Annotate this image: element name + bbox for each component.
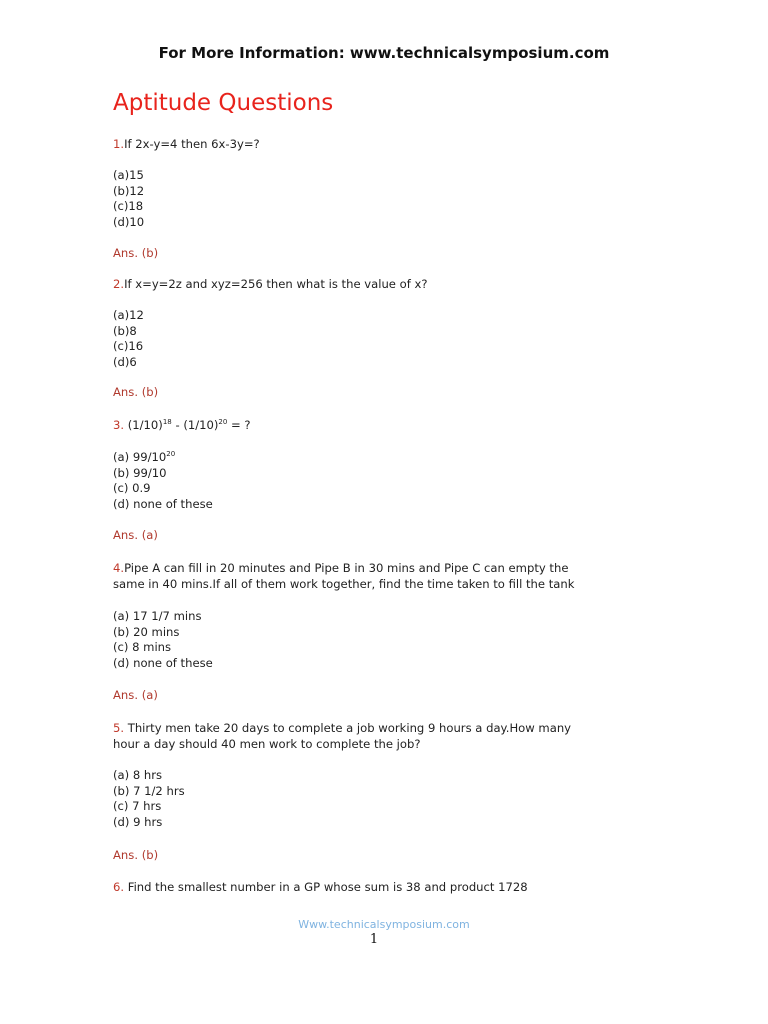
question-text: If x=y=2z and xyz=256 then what is the value of x?	[124, 277, 428, 291]
question-text: Find the smallest number in a GP whose sum is 38 and product 1728	[124, 880, 528, 894]
option: (a) 17 1/7 mins	[113, 609, 202, 623]
footer-link[interactable]: Www.technicalsymposium.com	[298, 918, 470, 931]
question-number: 2.	[113, 277, 125, 291]
question-3	[113, 418, 251, 434]
question-text: Pipe A can fill in 20 minutes and Pipe B in 30 mins and Pipe C can empty the	[124, 561, 569, 575]
option: (b) 7 1/2 hrs	[113, 783, 185, 798]
question-number: 6.	[113, 880, 125, 894]
question-4	[113, 561, 574, 592]
option: (d) none of these	[113, 655, 213, 670]
question-text: If 2x-y=4 then 6x-3y=?	[124, 137, 260, 151]
option: (d) none of these	[113, 496, 213, 511]
page-title: Aptitude Questions	[113, 90, 334, 116]
question-4-options	[113, 609, 213, 671]
question-2-options	[113, 308, 144, 370]
answer-5: Ans. (b)	[113, 848, 159, 862]
question-3-options	[113, 450, 213, 512]
exponent: 20	[218, 418, 228, 426]
option: (d)10	[113, 214, 145, 229]
exponent: 18	[162, 418, 172, 426]
page-number: 1	[369, 932, 379, 947]
answer-1: Ans. (b)	[113, 246, 159, 260]
option: (b) 99/10	[113, 465, 167, 480]
option: (c) 8 mins	[113, 640, 172, 654]
option: (c) 7 hrs	[113, 799, 162, 813]
question-5	[113, 721, 571, 752]
option: (c)18	[113, 199, 144, 213]
question-1-options	[113, 168, 144, 230]
question-number: 1.	[113, 137, 125, 151]
option: (b)8	[113, 323, 137, 338]
option: (a) 8 hrs	[113, 768, 163, 782]
option: (d)6	[113, 354, 137, 369]
answer-3: Ans. (a)	[113, 528, 158, 542]
option: (b)12	[113, 183, 145, 198]
option: (c)16	[113, 339, 144, 353]
answer-2: Ans. (b)	[113, 385, 159, 399]
question-text: Thirty men take 20 days to complete a job working 9 hours a day.How many	[124, 721, 572, 735]
question-2	[113, 277, 428, 293]
exponent: 20	[166, 450, 176, 458]
question-text: hour a day should 40 men work to complete the job?	[113, 736, 421, 751]
expression-part: - (1/10)	[171, 418, 219, 432]
question-5-options	[113, 768, 185, 830]
answer-4: Ans. (a)	[113, 688, 158, 702]
question-number: 4.	[113, 561, 125, 575]
option: (a) $99/10^{20}$	[113, 450, 176, 464]
question-text: same in 40 mins.If all of them work together, find the time taken to fill the tank	[113, 576, 575, 591]
question-6	[113, 880, 528, 896]
option: (d) 9 hrs	[113, 814, 163, 829]
question-number: 5.	[113, 721, 125, 735]
option: (c) 0.9	[113, 481, 151, 495]
option: (a)15	[113, 168, 144, 182]
expression-part: = ?	[227, 418, 251, 432]
question-number: 3.	[113, 418, 125, 432]
page-header: For More Information: www.technicalsymposium.com	[158, 44, 610, 62]
option: (b) 20 mins	[113, 624, 180, 639]
question-1	[113, 137, 260, 153]
option: (a)12	[113, 308, 144, 322]
expression-part: (1/10)	[124, 418, 163, 432]
